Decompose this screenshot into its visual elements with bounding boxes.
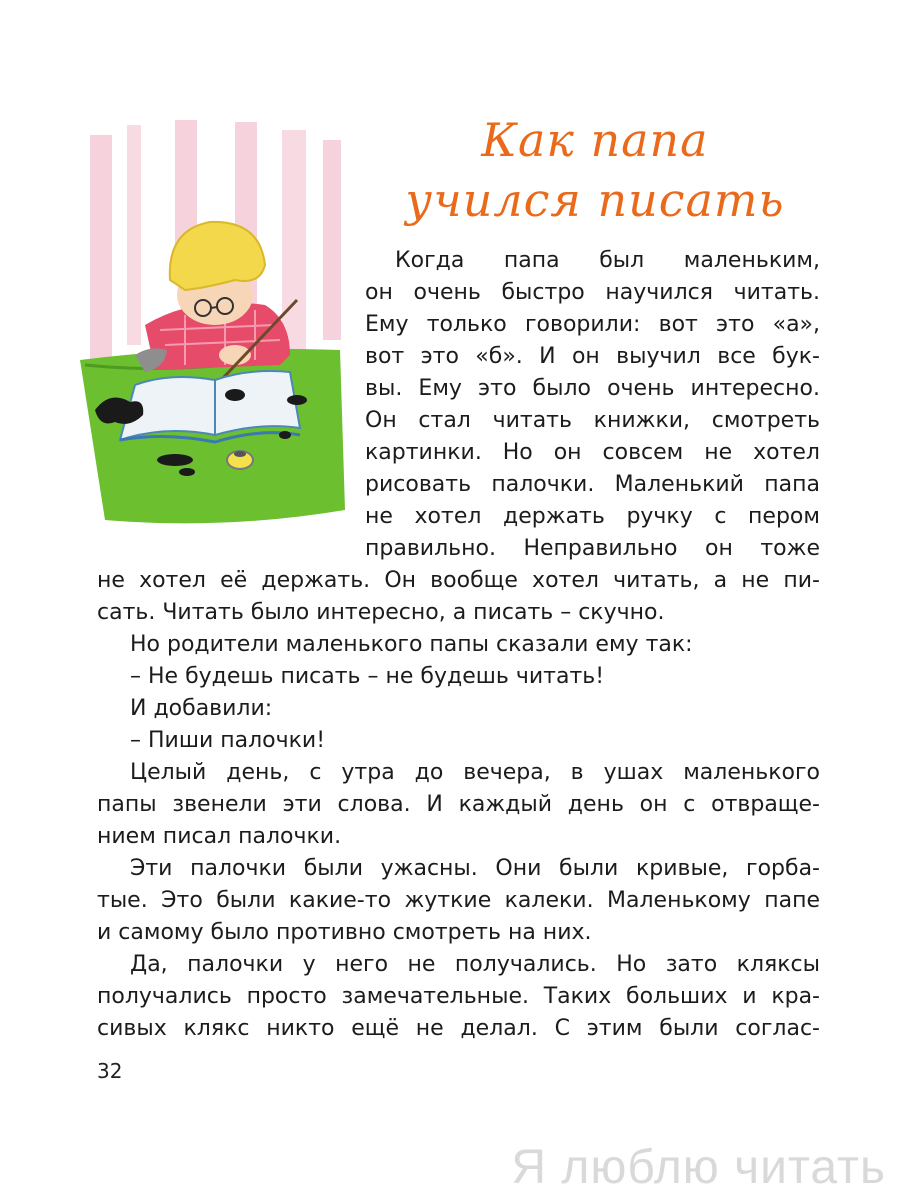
text-line: картинки. Но он совсем не хотел (365, 440, 820, 465)
text-line: правильно. Неправильно он тоже (365, 536, 820, 561)
text-line: нием писал палочки. (97, 824, 342, 849)
text-line: И добавили: (130, 696, 273, 721)
title-line-1: Как папа (481, 113, 709, 167)
inkwell (227, 451, 253, 469)
text-line: Ему только говорили: вот это «а», (365, 312, 820, 337)
text-line: папы звенели эти слова. И каждый день он с отвраще- (97, 792, 820, 817)
text-line: вот это «б». И он выучил все бук- (365, 344, 820, 369)
text-line: сивых клякс никто ещё не делал. С этим были соглас- (97, 1016, 820, 1041)
text-line: тые. Это были какие-то жуткие калеки. Маленькому папе (97, 888, 820, 913)
open-book (120, 371, 300, 442)
text-line: Он стал читать книжки, смотреть (365, 408, 820, 433)
page-number: 32 (97, 1059, 123, 1083)
text-line: получались просто замечательные. Таких больших и кра- (97, 984, 820, 1009)
text-line: рисовать палочки. Маленький папа (365, 472, 820, 497)
green-table (80, 349, 345, 524)
text-line: вы. Ему это было очень интересно. (365, 376, 820, 401)
text-line: не хотел держать ручку с пером (365, 504, 820, 529)
text-line: и самому было противно смотреть на них. (97, 920, 592, 945)
title-line-2: учился писать (405, 173, 785, 227)
text-line: – Пиши палочки! (130, 728, 326, 753)
boy-writing-illustration (75, 110, 350, 530)
story-title (360, 110, 830, 230)
text-line: Но родители маленького папы сказали ему так: (130, 632, 693, 657)
text-line: Когда папа был маленьким, (395, 248, 820, 273)
text-line: Эти палочки были ужасны. Они были кривые, горба- (130, 856, 820, 881)
text-line: он очень быстро научился читать. (365, 280, 820, 305)
text-line: сать. Читать было интересно, а писать – скучно. (97, 600, 665, 625)
text-line: Целый день, с утра до вечера, в ушах маленького (130, 760, 820, 785)
text-line: – Не будешь писать – не будешь читать! (130, 664, 605, 689)
text-line: Да, палочки у него не получались. Но зато кляксы (130, 952, 820, 977)
watermark: Я люблю читать (511, 1141, 886, 1194)
text-line: не хотел её держать. Он вообще хотел читать, а не пи- (97, 568, 820, 593)
